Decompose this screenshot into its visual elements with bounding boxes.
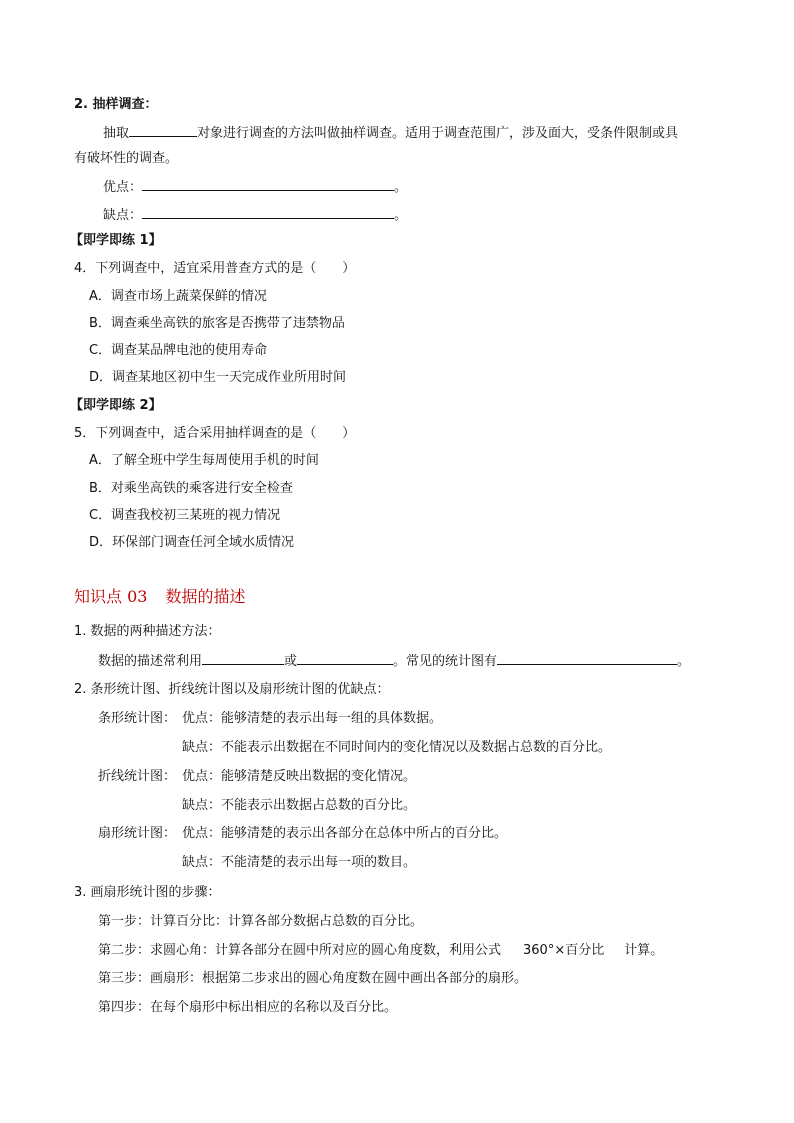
methods-blank-1[interactable]	[202, 651, 284, 665]
disadv-label: 缺点：	[103, 208, 143, 223]
line-chart-adv: 优点：能够清楚反映出数据的变化情况。	[182, 769, 417, 784]
practice1-option-b: B．调查乘坐高铁的旅客是否携带了违禁物品	[89, 316, 345, 331]
practice2-option-d: D．环保部门调查任河全域水质情况	[89, 535, 295, 550]
methods-title: 1. 数据的两种描述方法：	[74, 624, 221, 639]
step-3: 第三步：画扇形：根据第二步求出的圆心角度数在圆中画出各部分的扇形。	[98, 971, 528, 986]
methods-end: 。	[677, 654, 691, 669]
sampling-title: 2. 抽样调查：	[74, 97, 158, 112]
sampling-def-post: 对象进行调查的方法叫做抽样调查。适用于调查范围广，涉及面大，受条件限制或具	[197, 126, 679, 141]
sampling-disadvantages	[103, 205, 407, 225]
pie-chart-adv: 优点：能够清楚的表示出各部分在总体中所占的百分比。	[182, 826, 508, 841]
line-chart-name: 折线统计图：	[98, 769, 177, 784]
step-2-formula: 360°×百分比	[523, 943, 605, 958]
step-2-post: 计算。	[624, 943, 664, 958]
step-2	[98, 942, 663, 960]
line-chart-disadv: 缺点：不能表示出数据占总数的百分比。	[182, 798, 417, 813]
sampling-definition	[103, 123, 678, 143]
section-heading	[74, 587, 245, 607]
charts-title: 2. 条形统计图、折线统计图以及扇形统计图的优缺点：	[74, 682, 390, 697]
practice1-question: 4．下列调查中，适宜采用普查方式的是（ ）	[74, 261, 356, 276]
sampling-def-cont: 有破坏性的调查。	[74, 151, 179, 166]
practice2-option-a: A．了解全班中学生每周使用手机的时间	[89, 453, 319, 468]
section-title: 数据的描述	[165, 587, 246, 606]
practice1-tag: 【即学即练 1】	[70, 233, 162, 248]
methods-blank-3[interactable]	[497, 651, 677, 665]
pie-chart-disadv: 缺点：不能清楚的表示出每一项的数目。	[182, 855, 417, 870]
adv-end: 。	[394, 180, 408, 195]
practice2-tag: 【即学即练 2】	[70, 398, 162, 413]
methods-pre: 数据的描述常利用	[98, 654, 203, 669]
section-number: 知识点 03	[74, 587, 148, 606]
line-chart-row	[98, 768, 416, 786]
sampling-advantages	[103, 177, 407, 197]
step-1: 第一步：计算百分比：计算各部分数据占总数的百分比。	[98, 914, 424, 929]
methods-or: 或	[284, 654, 298, 669]
methods-sentence	[98, 651, 690, 671]
practice1-option-a: A．调查市场上蔬菜保鲜的情况	[89, 289, 267, 304]
practice2-option-c: C．调查我校初三某班的视力情况	[89, 508, 281, 523]
bar-chart-name: 条形统计图：	[98, 711, 177, 726]
bar-chart-row	[98, 710, 442, 728]
adv-label: 优点：	[103, 180, 143, 195]
disadv-end: 。	[394, 208, 408, 223]
bar-chart-adv: 优点：能够清楚的表示出每一组的具体数据。	[182, 711, 443, 726]
step-4: 第四步：在每个扇形中标出相应的名称以及百分比。	[98, 1000, 398, 1015]
steps-title: 3. 画扇形统计图的步骤：	[74, 885, 221, 900]
methods-mid: 。常见的统计图有	[393, 654, 498, 669]
adv-blank[interactable]	[142, 177, 394, 191]
sampling-blank[interactable]	[129, 123, 197, 137]
practice2-question: 5．下列调查中，适合采用抽样调查的是（ ）	[74, 426, 356, 441]
sampling-def-pre: 抽取	[103, 126, 130, 141]
practice1-option-c: C．调查某品牌电池的使用寿命	[89, 343, 268, 358]
step-2-pre: 第二步：求圆心角：计算各部分在圆中所对应的圆心角度数，利用公式	[98, 943, 502, 958]
pie-chart-name: 扇形统计图：	[98, 826, 177, 841]
methods-blank-2[interactable]	[297, 651, 393, 665]
bar-chart-disadv: 缺点：不能表示出数据在不同时间内的变化情况以及数据占总数的百分比。	[182, 740, 612, 755]
practice1-option-d: D．调查某地区初中生一天完成作业所用时间	[89, 370, 347, 385]
practice2-option-b: B．对乘坐高铁的乘客进行安全检查	[89, 481, 293, 496]
pie-chart-row	[98, 825, 507, 843]
disadv-blank[interactable]	[142, 205, 394, 219]
